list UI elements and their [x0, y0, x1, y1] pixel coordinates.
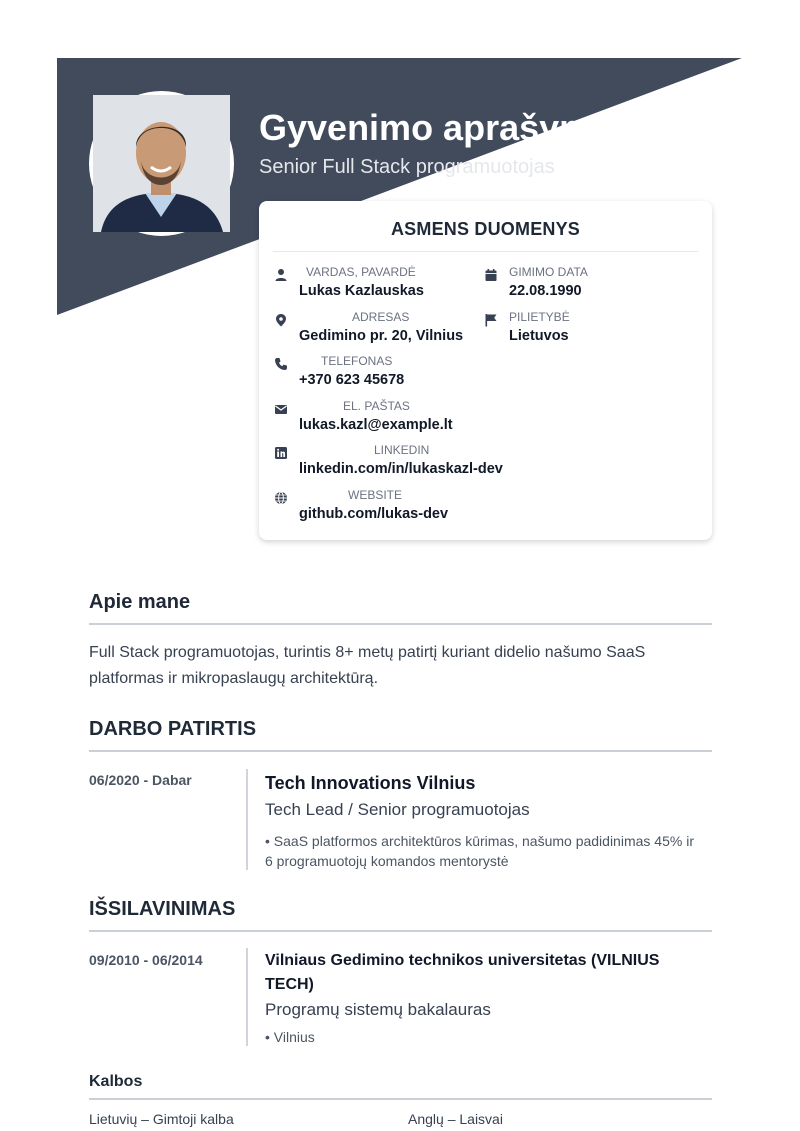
field-value: Gedimino pr. 20, Vilnius: [299, 328, 464, 344]
language-item: Anglų – Laisvai: [408, 1111, 503, 1127]
personal-details-title: ASMENS DUOMENYS: [390, 219, 581, 239]
field-value: lukas.kazl@example.lt: [299, 417, 453, 433]
linkedin-icon: [274, 446, 288, 460]
languages-title: Kalbos: [89, 1073, 143, 1090]
field-value: Lietuvos: [509, 328, 569, 344]
field-label: ADRESAS: [352, 310, 410, 324]
entry-timeline-line: [246, 769, 248, 870]
user-icon: [274, 268, 288, 282]
field-label: VARDAS, PAVARDĖ: [306, 265, 416, 279]
section-divider: [89, 1098, 712, 1100]
field-value: Lukas Kazlauskas: [299, 283, 424, 299]
field-label: EL. PAŠTAS: [343, 399, 410, 413]
field-value: github.com/lukas-dev: [299, 506, 449, 522]
entry-location: • Vilnius: [265, 1029, 315, 1045]
entry-role: Tech Lead / Senior programuotojas: [265, 800, 530, 819]
entry-organization: Vilniaus Gedimino technikos universitetas (VILNIUS TECH): [265, 952, 660, 993]
envelope-icon: [274, 402, 288, 416]
about-title: Apie mane: [89, 591, 191, 613]
field-value: 22.08.1990: [509, 283, 582, 299]
field-label: GIMIMO DATA: [509, 265, 588, 279]
entry-date: 06/2020 - Dabar: [89, 772, 192, 788]
personal-details-card: [259, 201, 712, 540]
entry-description: • SaaS platformos architektūros kūrimas, našumo padidinimas 45% ir 6 programuotojų komandos mentorystė: [265, 833, 694, 869]
location-pin-icon: [274, 313, 288, 327]
field-value: linkedin.com/in/lukaskazl-dev: [299, 461, 503, 477]
flag-icon: [484, 313, 498, 327]
calendar-icon: [484, 268, 498, 282]
page-title: Gyvenimo aprašymas: [259, 107, 632, 148]
about-text: Full Stack programuotojas, turintis 8+ metų patirtį kuriant didelio našumo SaaS platformas ir mikropaslaugų architektūrą.: [89, 644, 646, 687]
section-divider: [89, 930, 712, 932]
field-label: TELEFONAS: [321, 354, 393, 368]
globe-icon: [274, 491, 288, 505]
experience-title: DARBO PATIRTIS: [89, 718, 257, 740]
page-subtitle: Senior Full Stack programuotojas: [259, 156, 555, 178]
section-divider: [89, 623, 712, 625]
field-label: WEBSITE: [348, 488, 403, 502]
avatar: [89, 91, 234, 236]
language-item: Lietuvių – Gimtoji kalba: [89, 1111, 234, 1127]
entry-timeline-line: [246, 948, 248, 1046]
field-label: PILIETYBĖ: [509, 310, 570, 324]
field-value: +370 623 45678: [299, 372, 405, 388]
education-title: IŠSILAVINIMAS: [89, 898, 236, 920]
entry-date: 09/2010 - 06/2014: [89, 952, 203, 968]
field-label: LINKEDIN: [374, 443, 430, 457]
card-divider: [273, 251, 698, 252]
phone-icon: [274, 357, 288, 371]
section-divider: [89, 750, 712, 752]
entry-role: Programų sistemų bakalauras: [265, 1000, 491, 1019]
entry-organization: Tech Innovations Vilnius: [265, 773, 476, 793]
